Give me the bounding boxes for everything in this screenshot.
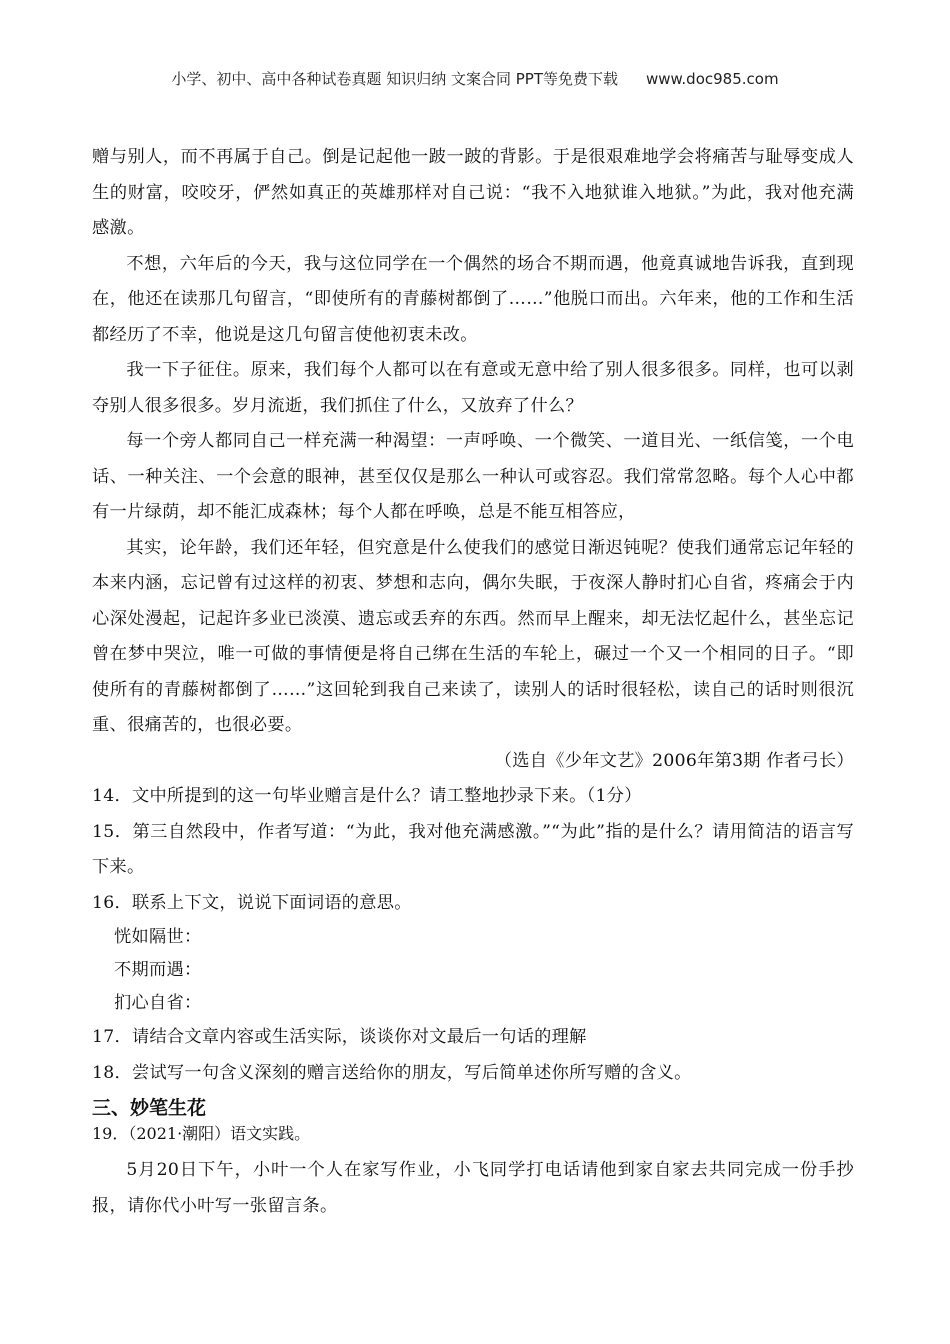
question-16-term: 恍如隔世： bbox=[114, 927, 202, 947]
passage-paragraph-2: 不想，六年后的今天，我与这位同学在一个偶然的场合不期而遇，他竟真诚地告诉我，直到现在，他还在读那几句留言，“即使所有的青藤树都倒了……”他脱口而出。六年来，他的工作和生活都经历了不幸，他说是这几句留言使他初衷未改。 bbox=[92, 253, 854, 345]
passage-paragraph-3: 我一下子征住。原来，我们每个人都可以在有意或无意中给了别人很多很多。同样，也可以剥夺别人很多很多。岁月流逝，我们抓住了什么，又放弃了什么？ bbox=[92, 360, 854, 416]
document-body bbox=[92, 140, 854, 1224]
question-19-text: 5月20日下午，小叶一个人在家写作业，小飞同学打电话请他到家自家去共同完成一份手抄报，请你代小叶写一张留言条。 bbox=[92, 1160, 854, 1216]
question-19: 19．（2021·潮阳）语文实践。 bbox=[92, 1124, 311, 1143]
header-text: 小学、初中、高中各种试卷真题 知识归纳 文案合同 PPT等免费下载 bbox=[171, 70, 618, 88]
passage-source: （选自《少年文艺》2006年第3期 作者弓长） bbox=[494, 750, 854, 771]
passage-paragraph-4: 每一个旁人都同自己一样充满一种渴望：一声呼唤、一个微笑、一道目光、一纸信笺，一个电话、一种关注、一个会意的眼神，甚至仅仅是那么一种认可或容忍。我们常常忽略。每个人心中都有一片绿荫，却不能汇成森林；每个人都在呼唤，总是不能互相答应， bbox=[92, 431, 854, 522]
question-14: 14．文中所提到的这一句毕业赠言是什么？请工整地抄录下来。（1分） bbox=[92, 786, 642, 806]
question-16-term: 不期而遇： bbox=[114, 960, 202, 980]
header-site: www.doc985.com bbox=[645, 70, 779, 88]
page-header bbox=[0, 68, 950, 89]
question-18: 18．尝试写一句含义深刻的赠言送给你的朋友，写后简单述你所写赠的含义。 bbox=[92, 1062, 692, 1083]
question-17: 17．请结合文章内容或生活实际，谈谈你对文最后一句话的理解 bbox=[92, 1027, 587, 1047]
passage-paragraph-1: 赠与别人，而不再属于自己。倒是记起他一跛一跛的背影。于是很艰难地学会将痛苦与耻辱变成人生的财富，咬咬牙，俨然如真正的英雄那样对自己说：“我不入地狱谁入地狱。”为此，我对他充满感激。 bbox=[92, 147, 854, 238]
question-15: 15．第三自然段中，作者写道：“为此，我对他充满感激。”“为此”指的是什么？请用简洁的语言写下来。 bbox=[92, 821, 854, 877]
question-16-term: 扪心自省： bbox=[114, 993, 202, 1013]
passage-paragraph-5: 其实，论年龄，我们还年轻，但究意是什么使我们的感觉日渐迟钝呢？使我们通常忘记年轻的本来内涵，忘记曾有过这样的初衷、梦想和志向，偶尔失眠，于夜深人静时扪心自省，疼痛会于内心深处漫起，记起许多业已淡漠、遗忘或丢弃的东西。然而早上醒来，却无法忆起什么，甚坐忘记曾在梦中哭泣，唯一可做的事情便是将自己绑在生活的车轮上，碾过一个又一个相同的日子。“即使所有的青藤树都倒了……”这回轮到我自己来读了，读别人的话时很轻松，读自己的话时则很沉重、很痛苦的，也很必要。 bbox=[92, 537, 854, 735]
section-title: 三、妙笔生花 bbox=[92, 1097, 207, 1119]
question-16: 16．联系上下文，说说下面词语的意思。 bbox=[92, 892, 412, 913]
